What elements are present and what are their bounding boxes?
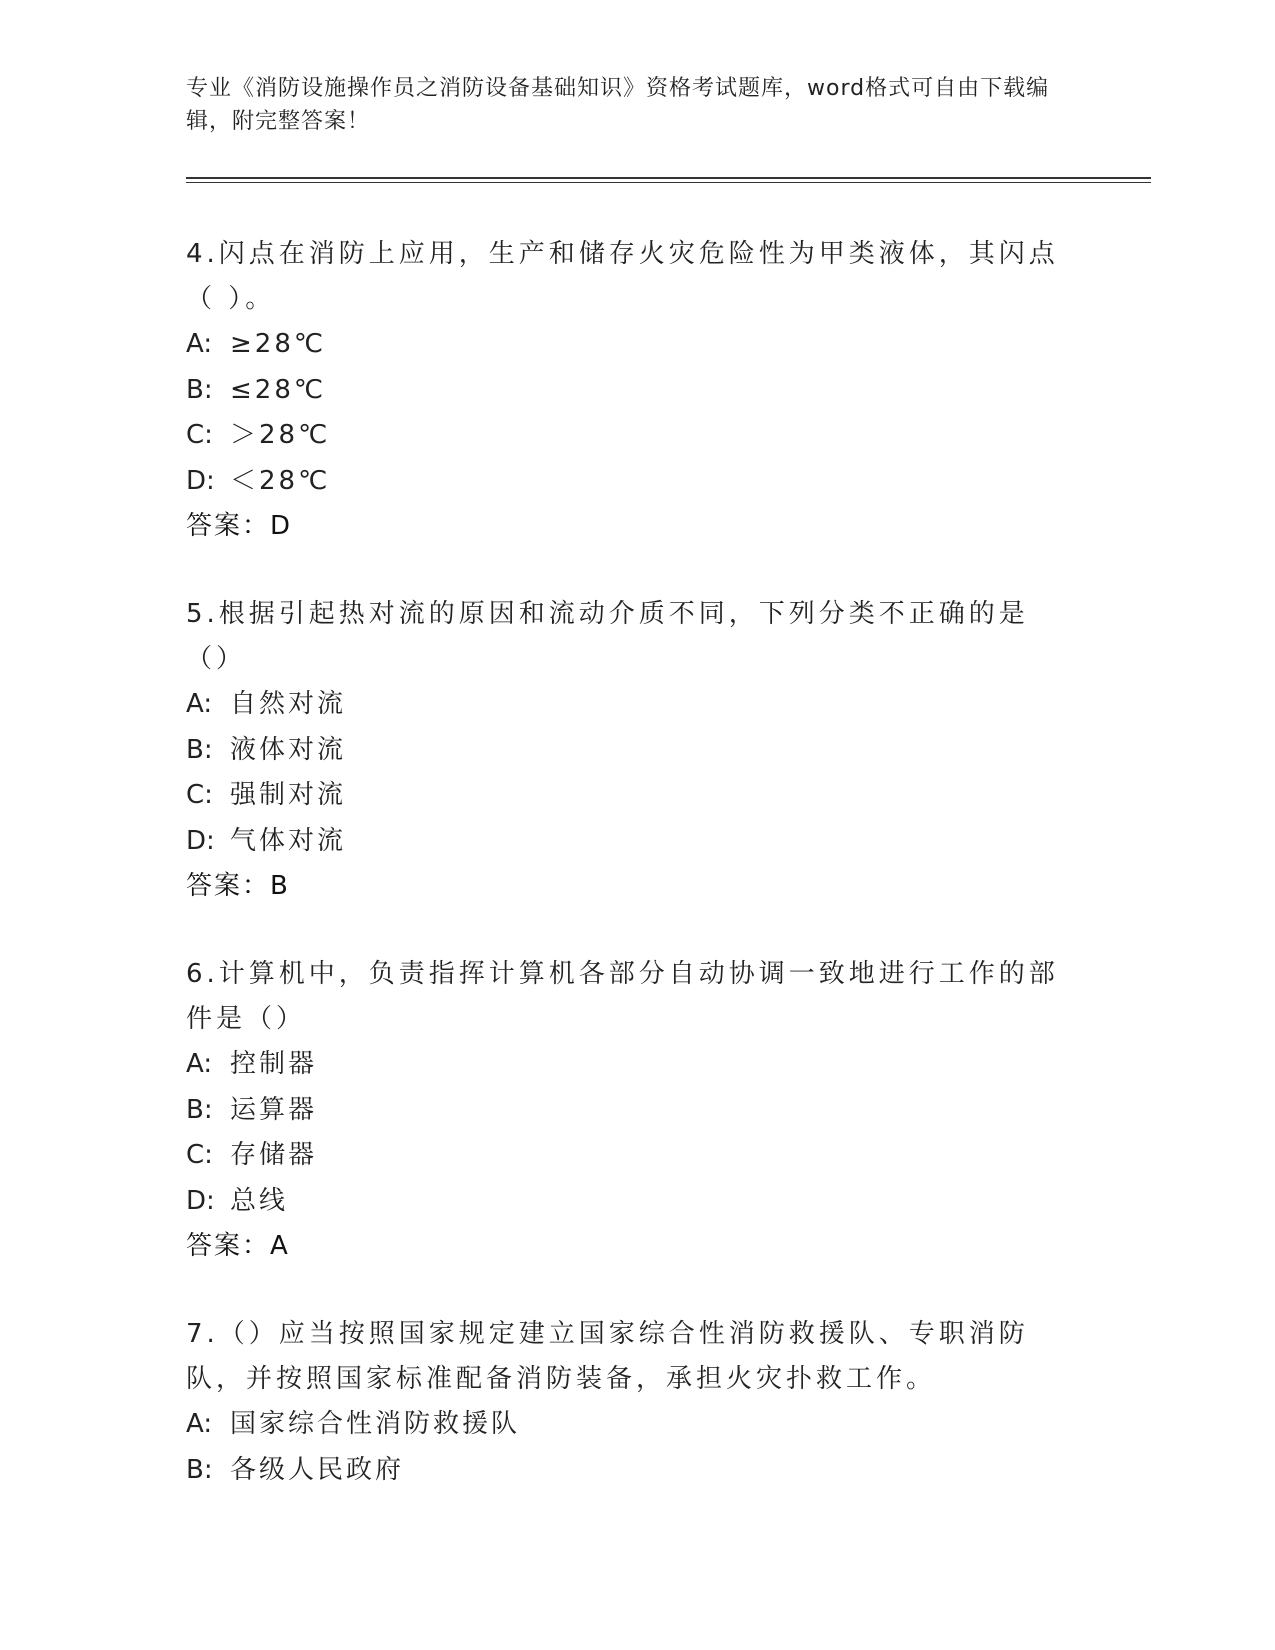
option-letter: B: — [186, 734, 213, 765]
option-text: 自然对流 — [230, 689, 347, 719]
option-letter: B: — [186, 374, 213, 405]
option-a — [186, 682, 1066, 728]
option-letter: C: — [186, 780, 213, 810]
question-text: 5.根据引起热对流的原因和流动介质不同，下列分类不正确的是（） — [186, 599, 1029, 674]
option-a — [186, 1042, 1066, 1088]
option-text: 国家综合性消防救援队 — [230, 1409, 521, 1439]
option-a — [186, 322, 1066, 368]
option-d — [186, 459, 1066, 505]
option-a — [186, 1402, 1066, 1448]
answer-line: 答案：A — [186, 1231, 290, 1261]
option-text: 控制器 — [230, 1049, 318, 1079]
option-text: ＜28℃ — [230, 465, 331, 496]
option-letter: C: — [186, 1140, 213, 1170]
option-text: ≥28℃ — [230, 329, 327, 359]
header-rule-bottom — [186, 182, 1151, 183]
option-c — [186, 773, 1066, 819]
option-b — [186, 368, 1066, 414]
question-list — [186, 232, 1066, 1536]
option-text: 气体对流 — [230, 825, 347, 856]
option-b — [186, 728, 1066, 774]
option-letter: B: — [186, 1454, 213, 1485]
option-c — [186, 413, 1066, 459]
document-header: 专业《消防设施操作员之消防设备基础知识》资格考试题库，word格式可自由下载编辑，附完整答案！ — [186, 76, 1050, 134]
option-text: ＞28℃ — [230, 420, 331, 450]
option-text: ≤28℃ — [230, 374, 327, 405]
option-text: 总线 — [230, 1185, 289, 1216]
option-letter: C: — [186, 420, 213, 450]
answer-line: 答案：B — [186, 871, 290, 901]
option-text: 存储器 — [230, 1140, 318, 1170]
option-c — [186, 1133, 1066, 1179]
question-text: 7.（）应当按照国家规定建立国家综合性消防救援队、专职消防队，并按照国家标准配备消防装备，承担火灾扑救工作。 — [186, 1319, 1029, 1394]
option-b — [186, 1448, 1066, 1494]
option-letter: D: — [186, 825, 215, 856]
question-text: 6.计算机中，负责指挥计算机各部分自动协调一致地进行工作的部件是（） — [186, 959, 1059, 1034]
option-text: 强制对流 — [230, 780, 347, 810]
option-letter: A: — [186, 689, 213, 719]
question-4 — [186, 232, 1066, 549]
option-letter: B: — [186, 1094, 213, 1125]
option-text: 运算器 — [230, 1094, 318, 1125]
option-letter: A: — [186, 1049, 213, 1079]
option-d — [186, 819, 1066, 865]
question-text: 4.闪点在消防上应用，生产和储存火灾危险性为甲类液体，其闪点（ ）。 — [186, 239, 1059, 314]
header-rule-top — [186, 177, 1151, 179]
question-5 — [186, 592, 1066, 909]
question-7 — [186, 1312, 1066, 1493]
option-letter: D: — [186, 465, 215, 496]
option-text: 液体对流 — [230, 734, 347, 765]
option-letter: D: — [186, 1185, 215, 1216]
option-b — [186, 1088, 1066, 1134]
question-6 — [186, 952, 1066, 1269]
option-letter: A: — [186, 329, 213, 359]
answer-line: 答案：D — [186, 511, 293, 541]
option-d — [186, 1179, 1066, 1225]
option-letter: A: — [186, 1409, 213, 1439]
option-text: 各级人民政府 — [230, 1454, 405, 1485]
